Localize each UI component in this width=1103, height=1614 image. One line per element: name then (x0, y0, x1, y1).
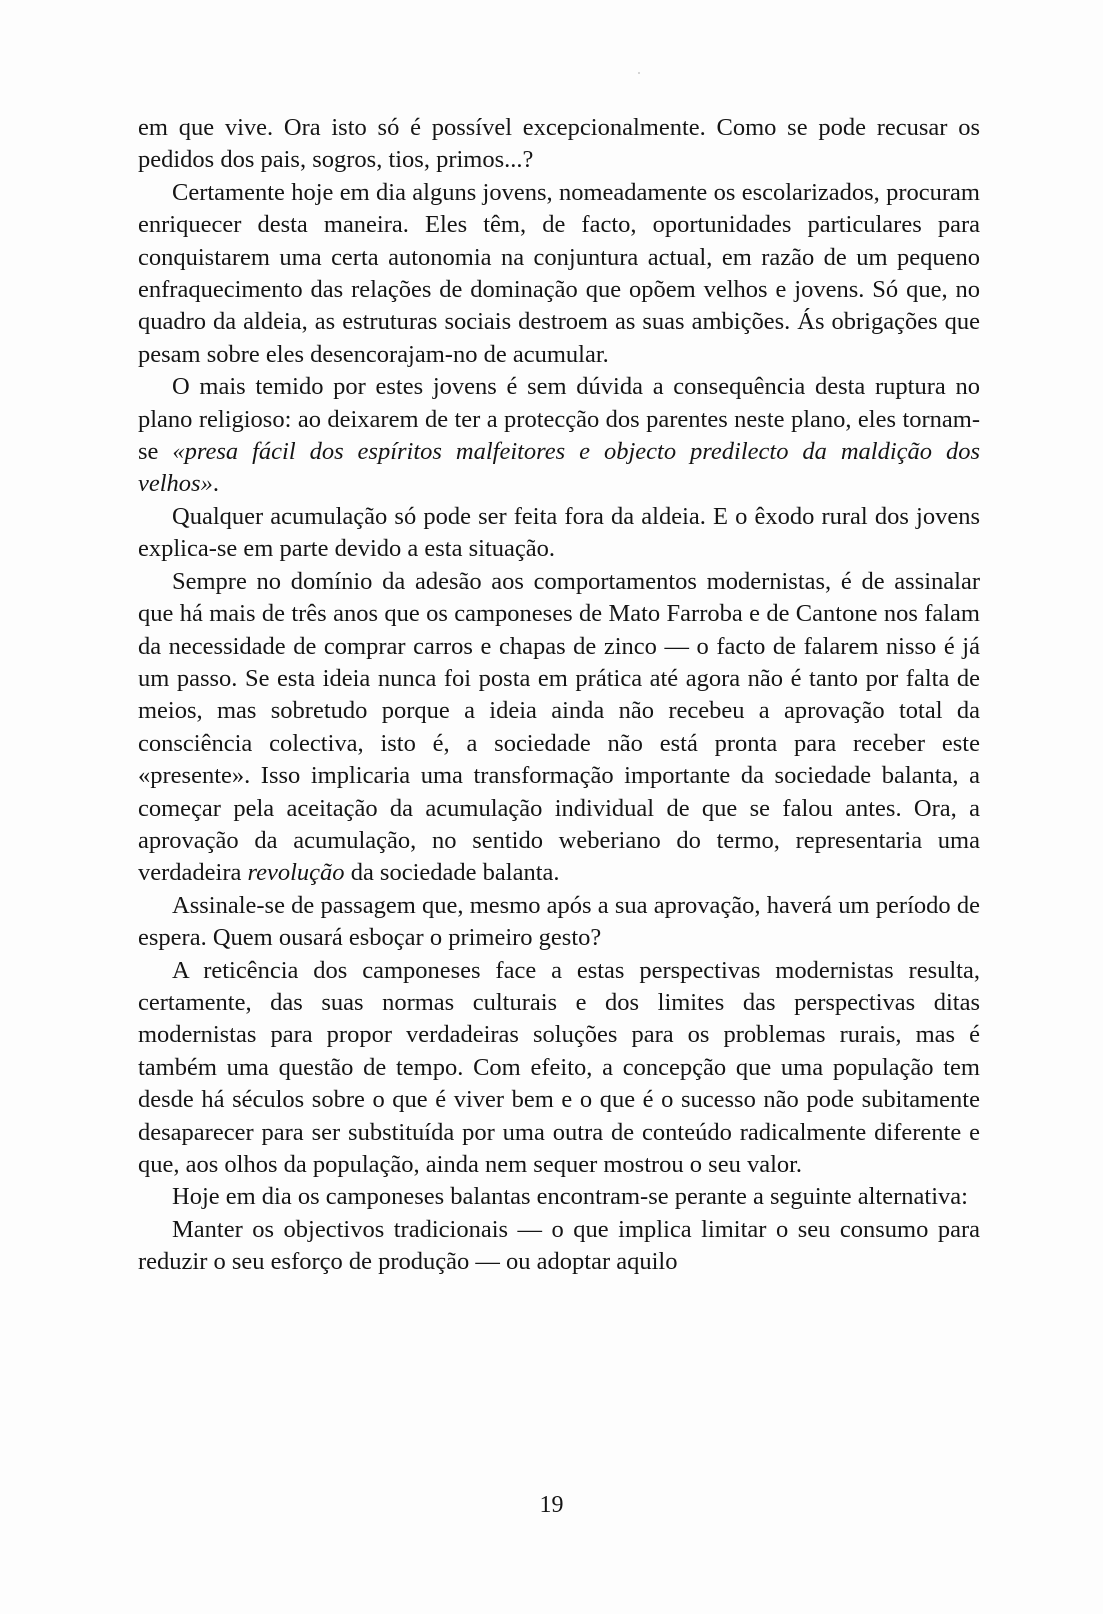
paragraph-text: Hoje em dia os camponeses balantas encontram-se perante a seguinte alternativa: (172, 1183, 968, 1211)
paragraph-text: Sempre no domínio da adesão aos comportamentos modernistas, é de assinalar que há mais de três anos que os camponeses de Mato Farroba e de Cantone nos falam da necessidade de comprar carros e chapas de zinco — o facto de falarem nisso é já um passo. Se esta ideia nunca foi posta em prática até agora não é tanto por falta de meios, mas sobretudo porque a ideia ainda não recebeu a aprovação total da consciência colectiva, isto é, a sociedade não está pronta para receber este «presente». Isso implicaria uma transformação importante da sociedade balanta, a começar pela aceitação da acumulação individual de que se falou antes. Ora, a aprovação da acumulação, no sentido weberiano do termo, representaria uma verdadeira (138, 567, 980, 887)
paragraph-text: A reticência dos camponeses face a estas perspectivas modernistas resulta, certamente, das suas normas culturais e dos limites das perspectivas ditas modernistas para propor verdadeiras soluções para os problemas rurais, mas é também uma questão de tempo. Com efeito, a concepção que uma população tem desde há séculos sobre o que é viver bem e o que é o sucesso não pode subitamente desaparecer para ser substituída por uma outra de conteúdo radicalmente diferente e que, aos olhos da população, ainda nem sequer mostrou o seu valor. (138, 956, 980, 1178)
paragraph-text: O mais temido por estes jovens é sem dúvida a consequência desta ruptura no plano religioso: ao deixarem de ter a protecção dos parentes neste plano, eles tornam-se (138, 373, 980, 466)
paragraph (138, 501, 980, 566)
italic-quote: «presa fácil dos espíritos malfeitores e objecto predilecto da maldição dos velhos» (138, 438, 980, 498)
paragraph-text: Manter os objectivos tradicionais — o que implica limitar o seu consumo para reduzir o seu esforço de produção — ou adoptar aquilo (138, 1215, 980, 1276)
paragraph-text: Assinale-se de passagem que, mesmo após a sua aprovação, haverá um período de espera. Quem ousará esboçar o primeiro gesto? (138, 891, 980, 952)
paragraph-text: da sociedade balanta. (344, 859, 560, 887)
paragraph-text: Qualquer acumulação só pode ser feita fora da aldeia. E o êxodo rural dos jovens explica-se em parte devido a esta situação. (138, 502, 980, 563)
paragraph (138, 1181, 980, 1213)
paragraph (138, 177, 980, 371)
paragraph-text: em que vive. Ora isto só é possível excepcionalmente. Como se pode recusar os pedidos dos pais, sogros, tios, primos...? (138, 114, 980, 174)
italic-term: revolução (247, 859, 345, 887)
paragraph (138, 890, 980, 955)
paragraph (138, 371, 980, 501)
page-number: 19 (539, 1492, 564, 1518)
paragraph (138, 1214, 980, 1279)
paragraph (138, 112, 980, 177)
paragraph (138, 955, 980, 1182)
paragraph (138, 566, 980, 890)
body-text (138, 112, 980, 1279)
paragraph-text: . (212, 470, 219, 498)
paper-speck (638, 72, 640, 74)
paragraph-text: Certamente hoje em dia alguns jovens, nomeadamente os escolarizados, procuram enriquecer desta maneira. Eles têm, de facto, oportunidades particulares para conquistarem uma certa autonomia na conjuntura actual, em razão de um pequeno enfraquecimento das relações de dominação que opõem velhos e jovens. Só que, no quadro da aldeia, as estruturas sociais destroem as suas ambições. Ás obrigações que pesam sobre eles desencorajam-no de acumular. (138, 178, 980, 368)
